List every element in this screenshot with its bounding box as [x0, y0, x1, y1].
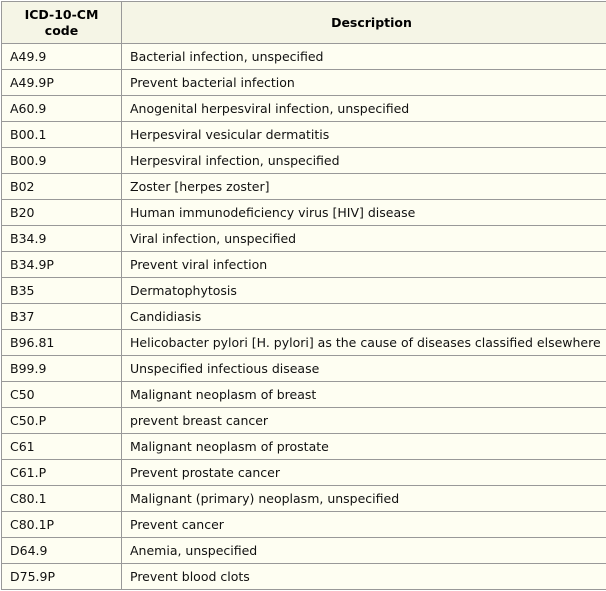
cell-icd-code: C50 [2, 382, 122, 408]
cell-description: Prevent blood clots [122, 564, 606, 590]
table-row [2, 96, 606, 122]
table-row [2, 304, 606, 330]
table-body [2, 44, 606, 590]
table-row [2, 330, 606, 356]
cell-icd-code: B00.9 [2, 148, 122, 174]
table-header [2, 2, 606, 44]
table-row [2, 512, 606, 538]
cell-description: Candidiasis [122, 304, 606, 330]
cell-icd-code: B96.81 [2, 330, 122, 356]
cell-icd-code: D75.9P [2, 564, 122, 590]
table-row [2, 382, 606, 408]
column-header-description: Description [122, 2, 606, 44]
table-row [2, 252, 606, 278]
cell-icd-code: B35 [2, 278, 122, 304]
cell-icd-code: C61.P [2, 460, 122, 486]
cell-description: Prevent prostate cancer [122, 460, 606, 486]
table-row [2, 174, 606, 200]
cell-description: Prevent viral infection [122, 252, 606, 278]
table-row [2, 226, 606, 252]
column-header-code: ICD-10-CM code [2, 2, 122, 44]
cell-description: Unspecified infectious disease [122, 356, 606, 382]
table-row [2, 538, 606, 564]
cell-icd-code: A49.9P [2, 70, 122, 96]
cell-description: Malignant neoplasm of breast [122, 382, 606, 408]
cell-description: Prevent bacterial infection [122, 70, 606, 96]
cell-icd-code: B34.9 [2, 226, 122, 252]
table-row [2, 44, 606, 70]
table-row [2, 70, 606, 96]
table-row [2, 460, 606, 486]
table-row [2, 148, 606, 174]
cell-icd-code: B02 [2, 174, 122, 200]
cell-description: Malignant neoplasm of prostate [122, 434, 606, 460]
table-row [2, 356, 606, 382]
cell-description: Bacterial infection, unspecified [122, 44, 606, 70]
table-row [2, 486, 606, 512]
cell-description: Malignant (primary) neoplasm, unspecified [122, 486, 606, 512]
cell-icd-code: B20 [2, 200, 122, 226]
cell-icd-code: C80.1 [2, 486, 122, 512]
table-row [2, 278, 606, 304]
cell-icd-code: A49.9 [2, 44, 122, 70]
cell-icd-code: B00.1 [2, 122, 122, 148]
table-row [2, 564, 606, 590]
table-row [2, 434, 606, 460]
table-row [2, 122, 606, 148]
cell-description: Herpesviral vesicular dermatitis [122, 122, 606, 148]
cell-icd-code: C80.1P [2, 512, 122, 538]
cell-icd-code: A60.9 [2, 96, 122, 122]
table-row [2, 408, 606, 434]
cell-icd-code: B34.9P [2, 252, 122, 278]
cell-description: Dermatophytosis [122, 278, 606, 304]
cell-description: Helicobacter pylori [H. pylori] as the cause of diseases classified elsewhere [122, 330, 606, 356]
cell-icd-code: C61 [2, 434, 122, 460]
cell-description: Zoster [herpes zoster] [122, 174, 606, 200]
cell-icd-code: B37 [2, 304, 122, 330]
icd-code-table [1, 1, 606, 590]
cell-description: prevent breast cancer [122, 408, 606, 434]
cell-description: Herpesviral infection, unspecified [122, 148, 606, 174]
table-row [2, 200, 606, 226]
table-header-row [2, 2, 606, 44]
cell-icd-code: B99.9 [2, 356, 122, 382]
cell-icd-code: C50.P [2, 408, 122, 434]
cell-description: Human immunodeficiency virus [HIV] disease [122, 200, 606, 226]
cell-description: Viral infection, unspecified [122, 226, 606, 252]
cell-description: Anemia, unspecified [122, 538, 606, 564]
cell-description: Prevent cancer [122, 512, 606, 538]
cell-icd-code: D64.9 [2, 538, 122, 564]
cell-description: Anogenital herpesviral infection, unspecified [122, 96, 606, 122]
